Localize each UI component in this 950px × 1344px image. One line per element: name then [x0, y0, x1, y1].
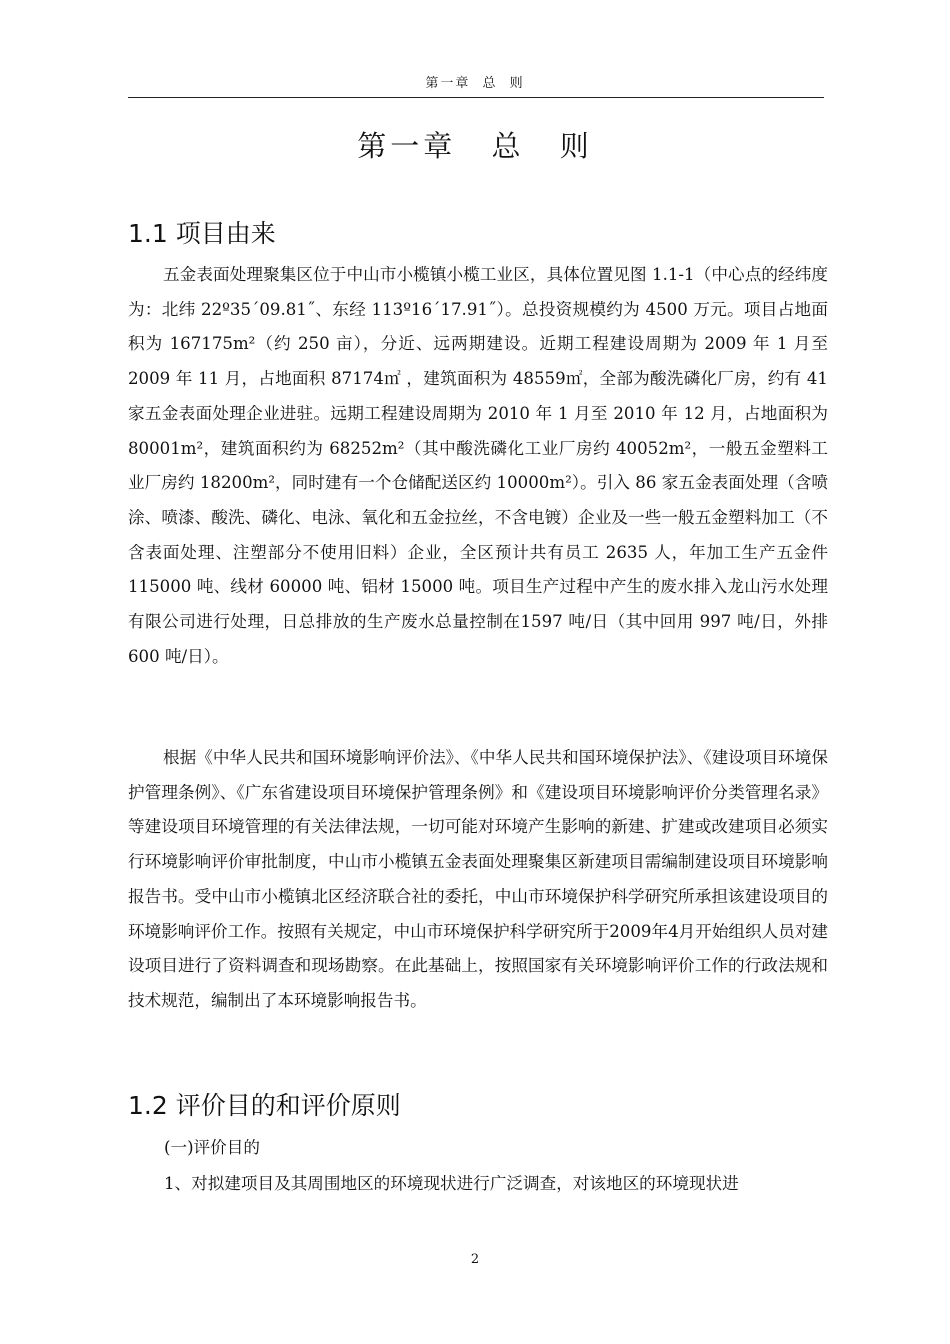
- subheading-evaluation-purpose: (一)评价目的: [164, 1138, 260, 1157]
- running-header: 第一章 总 则: [425, 76, 525, 91]
- section-heading-1-2: 1.2 评价目的和评价原则: [128, 1091, 401, 1120]
- list-item-1: 1、对拟建项目及其周围地区的环境现状进行广泛调查，对该地区的环境现状进: [164, 1174, 739, 1193]
- chapter-title: 第一章 总 则: [357, 129, 593, 163]
- page-number: 2: [470, 1252, 480, 1267]
- section-heading-1-1: 1.1 项目由来: [128, 219, 276, 248]
- header-divider: [128, 97, 824, 98]
- paragraph-legal-basis: 根据《中华人民共和国环境影响评价法》、《中华人民共和国环境保护法》、《建设项目环境保护管理条例》、《广东省建设项目环境保护管理条例》和《建设项目环境影响评价分类管理名录》等建设项目环境管理的有关法律法规，一切可能对环境产生影响的新建、扩建或改建项目必须实行环境影响评价审批制度，中山市小榄镇五金表面处理聚集区新建项目需编制建设项目环境影响报告书。受中山市小榄镇北区经济联合社的委托，中山市环境保护科学研究所承担该建设项目的环境影响评价工作。按照有关规定，中山市环境保护科学研究所于2009年4月开始组织人员对建设项目进行了资料调查和现场勘察。在此基础上，按照国家有关环境影响评价工作的行政法规和技术规范，编制出了本环境影响报告书。: [128, 748, 828, 1010]
- paragraph-project-origin: 五金表面处理聚集区位于中山市小榄镇小榄工业区，具体位置见图 1.1-1（中心点的经纬度为：北纬 22º35´09.81˝、东经 113º16´17.91˝）。总投资规模约为 4500 万元。项目占地面积为 167175m²（约 250 亩），分近、远两期建设。近期工程建设周期为 2009 年 1 月至 2009 年 11 月，占地面积 87174㎡ ，建筑面积为 48559㎡，全部为酸洗磷化厂房，约有 41 家五金表面处理企业进驻。远期工程建设周期为 2010 年 1 月至 2010 年 12 月，占地面积为 80001m²，建筑面积约为 68252m²（其中酸洗磷化工业厂房约 40052m²，一般五金塑料工业厂房约 18200m²，同时建有一个仓储配送区约 10000m²）。引入 86 家五金表面处理（含喷涂、喷漆、酸洗、磷化、电泳、氧化和五金拉丝，不含电镀）企业及一些一般五金塑料加工（不含表面处理、注塑部分不使用旧料）企业，全区预计共有员工 2635 人，年加工生产五金件 115000 吨、线材 60000 吨、铝材 15000 吨。项目生产过程中产生的废水排入龙山污水处理有限公司进行处理，日总排放的生产废水总量控制在1597 吨/日（其中回用 997 吨/日，外排 600 吨/日）。: [128, 265, 828, 666]
